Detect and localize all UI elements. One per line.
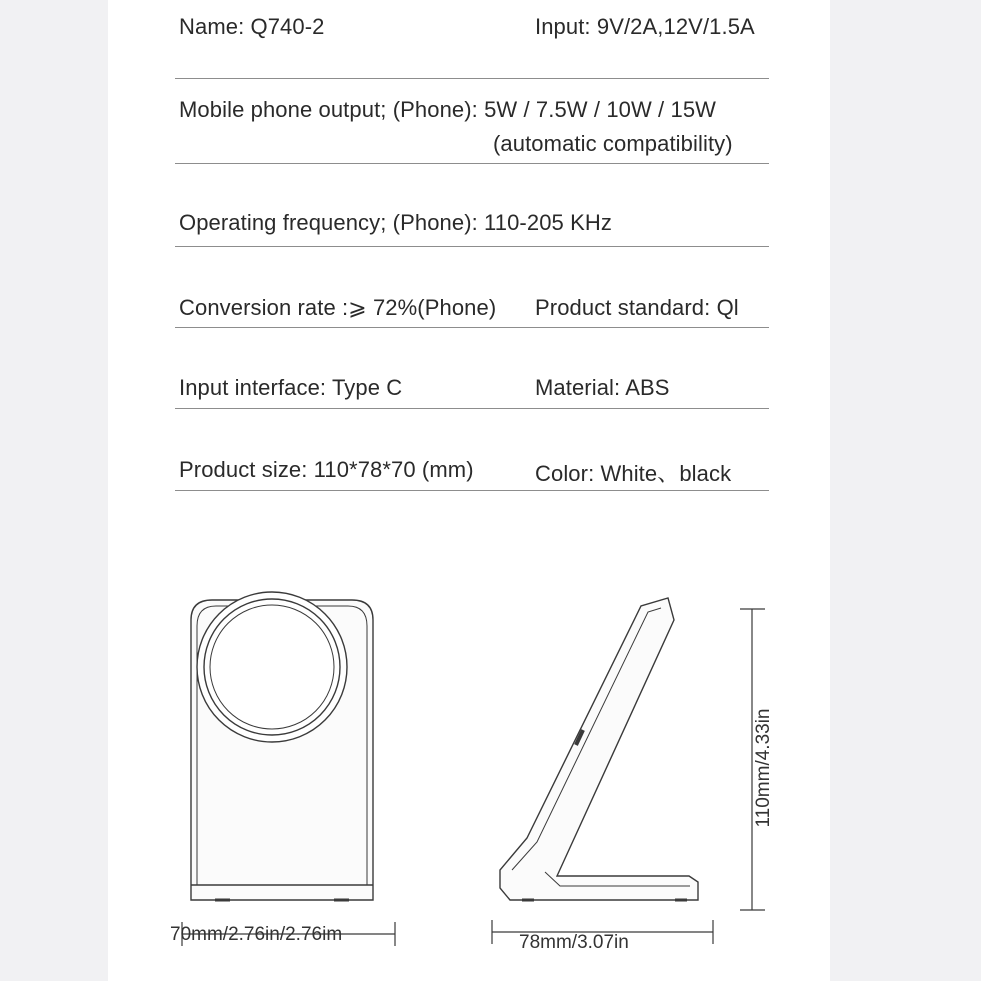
spec-output-note: (automatic compatibility) — [493, 131, 733, 156]
spec-name: Name: Q740-2 — [179, 14, 325, 39]
spec-material: Material: ABS — [535, 375, 670, 400]
spec-interface: Input interface: Type C — [179, 375, 403, 400]
spec-conversion: Conversion rate :⩾ 72%(Phone) — [179, 295, 497, 320]
spec-input: Input: 9V/2A,12V/1.5A — [535, 14, 755, 39]
spec-standard: Product standard: Ql — [535, 295, 739, 320]
front-view-drawing — [191, 592, 373, 900]
side-view-drawing — [500, 598, 698, 900]
spec-color: Color: White、black — [535, 461, 732, 486]
spec-frequency: Operating frequency; (Phone): 110-205 KHz — [179, 210, 612, 235]
spec-size: Product size: 110*78*70 (mm) — [179, 457, 474, 482]
width-label: 70mm/2.76in/2.76im — [170, 924, 343, 945]
depth-label: 78mm/3.07in — [519, 932, 629, 953]
spec-output: Mobile phone output; (Phone): 5W / 7.5W / 10W / 15W — [179, 97, 717, 122]
height-label: 110mm/4.33in — [753, 708, 774, 828]
